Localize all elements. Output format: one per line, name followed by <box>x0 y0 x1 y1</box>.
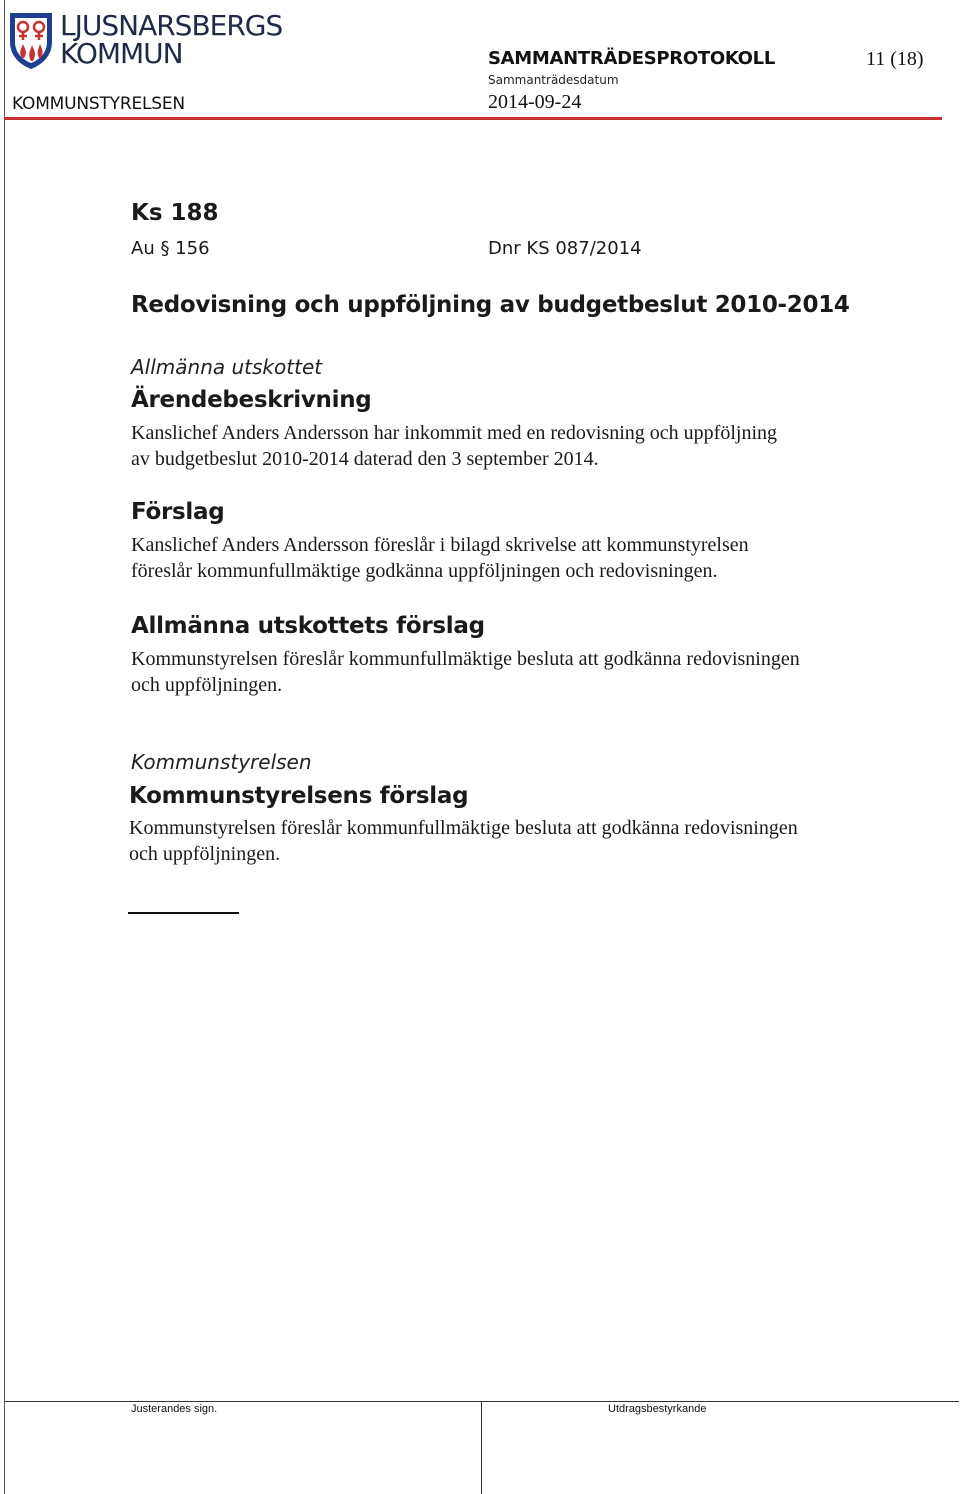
board-proposal-text <box>129 815 798 867</box>
meeting-date-label: Sammanträdesdatum <box>488 73 619 87</box>
organization-name-line2: KOMMUN <box>60 37 183 70</box>
coat-of-arms-icon <box>8 12 54 70</box>
diary-number: Dnr KS 087/2014 <box>488 238 642 259</box>
department-name: KOMMUNSTYRELSEN <box>12 94 185 114</box>
meeting-date: 2014-09-24 <box>488 91 582 113</box>
description-text <box>131 420 777 472</box>
organization-name <box>60 9 283 70</box>
proposal-heading: Förslag <box>131 499 225 525</box>
footer-column-divider <box>481 1401 482 1494</box>
page-number: 11 (18) <box>866 48 924 70</box>
adjuster-signature-label: Justerandes sign. <box>131 1403 218 1415</box>
document-type: SAMMANTRÄDESPROTOKOLL <box>488 48 776 69</box>
committee-label: Allmänna utskottet <box>131 355 323 379</box>
description-line: av budgetbeslut 2010-2014 daterad den 3 september 2014. <box>131 448 599 470</box>
committee-proposal-text <box>131 646 800 698</box>
end-of-section-rule <box>128 912 239 914</box>
description-line: Kanslichef Anders Andersson har inkommit med en redovisning och uppföljning <box>131 422 778 444</box>
proposal-line: föreslår kommunfullmäktige godkänna uppföljningen och redovisningen. <box>131 560 718 582</box>
committee-proposal-heading: Allmänna utskottets förslag <box>131 613 485 639</box>
description-heading: Ärendebeskrivning <box>131 387 372 413</box>
case-number: Ks 188 <box>131 200 219 226</box>
case-title: Redovisning och uppföljning av budgetbeslut 2010-2014 <box>131 292 850 318</box>
header-divider <box>4 117 942 120</box>
proposal-line: Kanslichef Anders Andersson föreslår i bilagd skrivelse att kommunstyrelsen <box>131 534 749 556</box>
board-label: Kommunstyrelsen <box>131 750 312 774</box>
organization-name-line1: LJUSNARSBERGS <box>60 9 283 42</box>
board-proposal-heading: Kommunstyrelsens förslag <box>129 783 469 809</box>
committee-proposal-line: och uppföljningen. <box>131 674 283 696</box>
proposal-text <box>131 532 749 584</box>
committee-proposal-line: Kommunstyrelsen föreslår kommunfullmäktige besluta att godkänna redovisningen <box>131 648 800 670</box>
certification-label: Utdragsbestyrkande <box>608 1403 707 1415</box>
left-margin-rule <box>4 0 5 1494</box>
board-proposal-line: och uppföljningen. <box>129 843 281 865</box>
section-reference: Au § 156 <box>131 238 210 259</box>
board-proposal-line: Kommunstyrelsen föreslår kommunfullmäktige besluta att godkänna redovisningen <box>129 817 798 839</box>
